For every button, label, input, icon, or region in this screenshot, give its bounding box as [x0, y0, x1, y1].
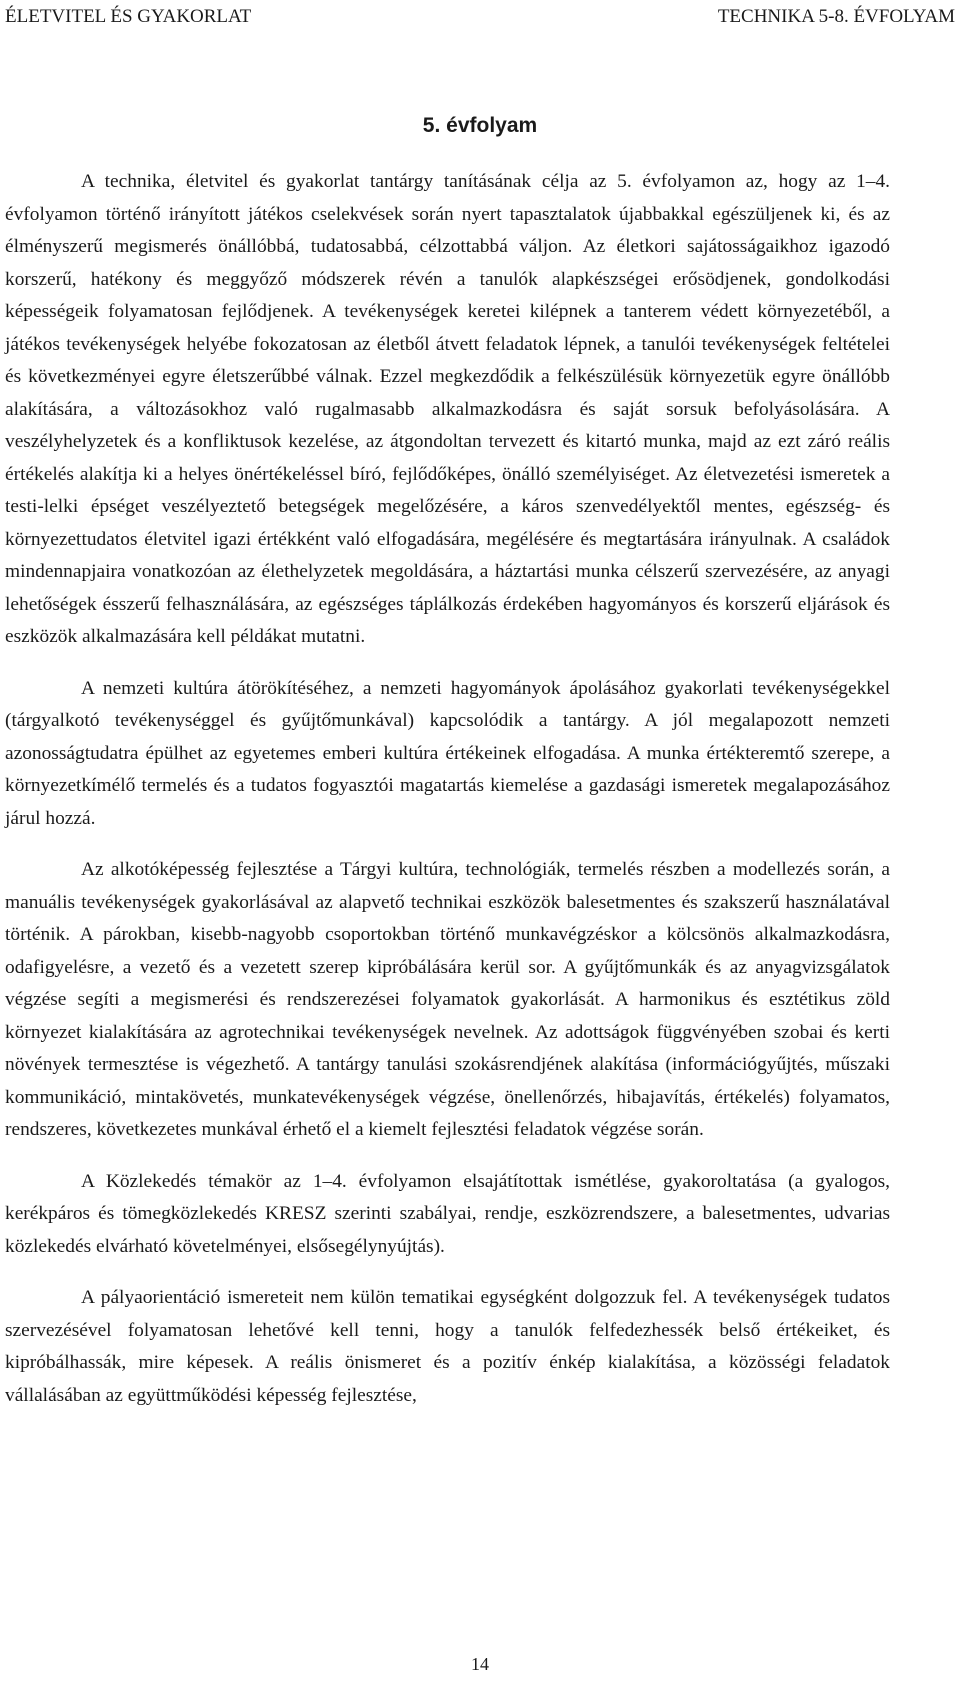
page-number: 14 [471, 1654, 489, 1674]
page-header [5, 5, 955, 35]
header-left-title: ÉLETVITEL ÉS GYAKORLAT [5, 6, 252, 27]
paragraph-1: A technika, életvitel és gyakorlat tantárgy tanításának célja az 5. évfolyamon az, hogy az 1–4. évfolyamon történő irányított játékos cselekvések során nyert tapasztalatok újabbakkal egészüljenek ki, és az élményszerű megismerés önállóbbá, tudatosabbá, célzottabbá váljon. Az életkori sajátosságaikhoz igazodó korszerű, hatékony és meggyőző módszerek révén a tanulók alapkészségei erősödjenek, gondolkodási képességeik folyamatosan fejlődjenek. A tevékenységek keretei kilépnek a tanterem védett környezetéből, a játékos tevékenységek helyébe fokozatosan az életből átvett feladatok lépnek, a tanulói tevékenységek feltételei és következményei egyre életszerűbbé válnak. Ezzel megkezdődik a felkészülésük környezetük egyre önállóbb alakítására, a változásokhoz való rugalmasabb alkalmazkodásra és saját sorsuk befolyásolására. A veszélyhelyzetek és a konfliktusok kezelése, az átgondoltan tervezett és kitartó munka, majd az ezt záró reális értékelés alakítja ki a helyes önértékeléssel bíró, fejlődőképes, önálló személyiséget. Az életvezetési ismeretek a testi-lelki épséget veszélyeztető betegségek megelőzésére, a káros szenvedélyektől mentes, egészség- és környezettudatos életvitel igazi értékként való elfogadására, megélésére és megtartására irányulnak. A családok mindennapjaira vonatkozóan az élethelyzetek megoldására, a háztartási munka célszerű szervezésére, az anyagi lehetőségek ésszerű felhasználására, az egészséges táplálkozás érdekében hagyományos és korszerű eljárások és eszközök alkalmazására kell példákat mutatni. [5, 171, 890, 647]
paragraph-2: A nemzeti kultúra átörökítéséhez, a nemzeti hagyományok ápolásához gyakorlati tevékenységekkel (tárgyalkotó tevékenységgel és gyűjtőmunkával) kapcsolódik a tantárgy. A jól megalapozott nemzeti azonosságtudatra épülhet az egyetemes emberi kultúra értékeinek elfogadása. A munka értékteremtő szerepe, a környezetkímélő termelés és a tudatos fogyasztói magatartás kiemelése a gazdasági ismeretek megalapozásához járul hozzá. [5, 677, 890, 829]
paragraph-5: A pályaorientáció ismereteit nem külön tematikai egységként dolgozzuk fel. A tevékenységek tudatos szervezésével folyamatosan lehetővé kell tenni, hogy a tanulók felfedezhessék belső értékeiket, és kipróbálhassák, mire képesek. A reális önismeret és a pozitív énkép kialakítása, a közösségi feladatok vállalásában az együttműködési képesség fejlesztése, [5, 1287, 890, 1406]
header-right-title: TECHNIKA 5-8. ÉVFOLYAM [717, 6, 955, 27]
section-title: 5. évfolyam [422, 114, 538, 137]
paragraph-3: Az alkotóképesség fejlesztése a Tárgyi kultúra, technológiák, termelés részben a modellezés során, a manuális tevékenységek gyakorlásával az alapvető technikai eszközök balesetmentes és szakszerű használatával történik. A párokban, kisebb-nagyobb csoportokban történő munkavégzéskor a kölcsönös alkalmazkodásra, odafigyelésre, a vezető és a vezetett szerep kipróbálására kerül sor. A gyűjtőmunkák és az anyagvizsgálatok végzése segíti a megismerési és rendszerezései folyamatok gyakorlását. A harmonikus és esztétikus zöld környezet kialakítására az agrotechnikai tevékenységek nevelnek. Az adottságok függvényében szobai és kerti növények termesztése is végezhető. A tantárgy tanulási szokásrendjének alakítása (információgyűjtés, műszaki kommunikáció, mintakövetés, munkatevékenységek végzése, önellenőrzés, hibajavítás, értékelés) folyamatos, rendszeres, következetes munkával érhető el a kiemelt fejlesztési feladatok végzése során. [5, 859, 890, 1140]
paragraph-4: A Közlekedés témakör az 1–4. évfolyamon elsajátítottak ismétlése, gyakoroltatása (a gyalogos, kerékpáros és tömegközlekedés KRESZ szerinti szabályai, rendje, eszközrendszere, a balesetmentes, udvarias közlekedés elvárható követelményei, elsősegélynyújtás). [5, 1170, 890, 1257]
main-content [5, 166, 890, 1412]
